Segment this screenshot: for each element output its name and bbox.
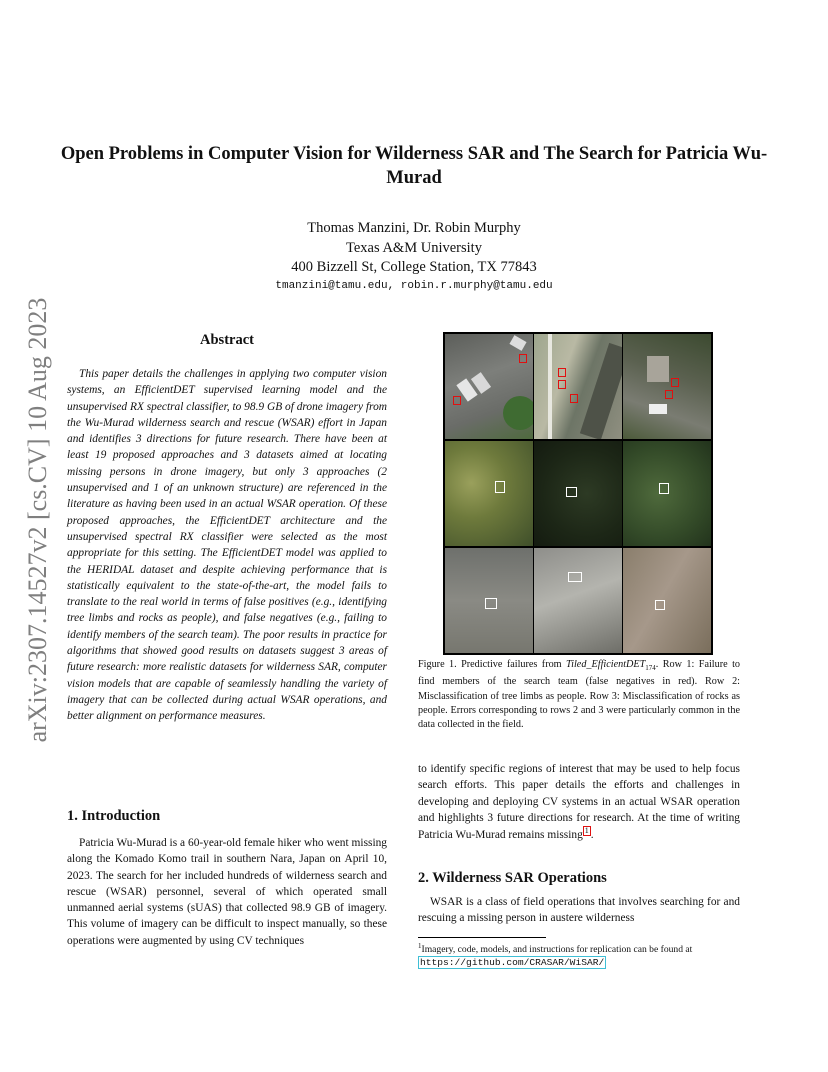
footnote-text: Imagery, code, models, and instructions for replication can be found at bbox=[421, 944, 693, 956]
footnote-divider bbox=[418, 937, 546, 938]
false-positive-box bbox=[485, 598, 497, 609]
shadow bbox=[580, 343, 622, 439]
figure-tile-r3c3 bbox=[623, 548, 711, 653]
right-paragraph-1-text: to identify specific regions of interest that may be used to help focus search efforts. This paper details the efforts and challenges in developing and deploying CV systems in an actual WSAR operation and highlights 3 future directions for research. At the time of writing Patricia Wu-Murad remains missing bbox=[418, 763, 740, 841]
false-negative-box bbox=[671, 378, 679, 387]
figure-tile-r2c3 bbox=[623, 441, 711, 546]
false-positive-box bbox=[659, 483, 669, 494]
footnote bbox=[418, 940, 748, 969]
footnote-url-link[interactable]: https://github.com/CRASAR/WiSAR/ bbox=[420, 957, 605, 969]
figure-caption bbox=[418, 658, 740, 733]
figure-tile-r3c1 bbox=[445, 548, 533, 653]
footnote-mark: 1 bbox=[418, 942, 422, 950]
false-negative-box bbox=[453, 396, 461, 405]
author-block bbox=[160, 219, 668, 278]
abstract-text: This paper details the challenges in applying two computer vision systems, an EfficientDET supervised learning model and the unsupervised RX spectral classifier, to 98.9 GB of drone imagery from the Wu-Murad wilderness search and rescue (WSAR) effort in Japan and identifies 3 directions for future research. There have been at least 19 proposed approaches and 3 datasets aimed at locating missing persons in drone imagery, but only 3 approaches (2 unsupervised and 1 of an unknown structure) are referenced in the literature as having been used in an actual WSAR operation. Of these proposed approaches, the EfficientDET architecture and the unsupervised spectral RX classifier were selected as the most appropriate for this setting. The EfficientDET model was applied to the HERIDAL dataset and despite achieving performance that is statistically equivalent to the state-of-the-art, the model fails to translate to the real world in terms of false positives (e.g., identifying tree limbs and rocks as people), and false negatives (e.g., failing to identify members of the search team). The poor results in practice for algorithms that showed good results on datasets suggest 3 areas of future research: more realistic datasets for wilderness SAR, computer vision models that are capable of seamlessly handling the variety of imagery that can be collected during actual WSAR operations, and better alignment on performance measures. bbox=[67, 368, 387, 723]
structure-roof bbox=[647, 356, 669, 382]
right-paragraph-2: WSAR is a class of field operations that involves searching for and rescuing a missing person in austere wilderness bbox=[418, 896, 740, 925]
right-paragraph-1-end: . bbox=[590, 828, 594, 841]
false-positive-box bbox=[568, 572, 582, 582]
false-positive-box bbox=[495, 481, 505, 493]
figure-tile-r3c2 bbox=[534, 548, 622, 653]
tree-canopy bbox=[503, 396, 533, 430]
caption-rest: . Row 1: Failure to find members of the search team (false negatives in red). Row 2: Misclassification of tree limbs as people. Row 3: Misclassification of rocks as people. Errors corresponding to rows 2 and 3 were particularly common in the data collected in the field. bbox=[418, 659, 740, 731]
author-affiliation: Texas A&M University bbox=[346, 239, 482, 256]
vehicle bbox=[509, 335, 526, 351]
figure-tile-r2c1 bbox=[445, 441, 533, 546]
vehicle bbox=[649, 404, 667, 414]
abstract-heading: Abstract bbox=[200, 332, 254, 348]
road-line bbox=[548, 334, 552, 439]
intro-paragraph: Patricia Wu-Murad is a 60-year-old female hiker who went missing along the Komado Komo trail in southern Nara, Japan on April 10, 2023. The search for her included hundreds of wilderness search and rescue (WSAR) personnel, several of which operated small unmanned aerial systems (sUAS) that collected 98.9 GB of imagery. This volume of imagery can be difficult to inspect manually, so these operations were augmented by using CV techniques bbox=[67, 837, 387, 947]
false-positive-box bbox=[655, 600, 665, 610]
false-positive-box bbox=[566, 487, 577, 497]
figure-tile-r1c1 bbox=[445, 334, 533, 439]
caption-prefix: Figure 1. Predictive failures from bbox=[418, 659, 567, 670]
author-names: Thomas Manzini, Dr. Robin Murphy bbox=[307, 220, 521, 236]
caption-model-name: Tiled_EfficientDET bbox=[566, 659, 646, 670]
author-address: 400 Bizzell St, College Station, TX 77843 bbox=[291, 259, 537, 275]
arxiv-stamp bbox=[18, 297, 58, 743]
false-negative-box bbox=[558, 368, 566, 377]
arxiv-stamp-text: arXiv:2307.14527v2 [cs.CV] 10 Aug 2023 bbox=[23, 297, 52, 743]
false-negative-box bbox=[519, 354, 527, 363]
figure-tile-r1c3 bbox=[623, 334, 711, 439]
right-paragraph-1 bbox=[418, 761, 740, 843]
false-negative-box bbox=[558, 380, 566, 389]
sar-heading: 2. Wilderness SAR Operations bbox=[418, 870, 607, 886]
figure-tile-r2c2 bbox=[534, 441, 622, 546]
false-negative-box bbox=[570, 394, 578, 403]
paper-title: Open Problems in Computer Vision for Wilderness SAR and The Search for Patricia Wu-Murad bbox=[60, 144, 768, 188]
figure-image-grid bbox=[443, 332, 713, 655]
false-negative-box bbox=[665, 390, 673, 399]
caption-model-sub: 174 bbox=[645, 664, 656, 673]
intro-heading: 1. Introduction bbox=[67, 808, 161, 824]
footnote-ref-link[interactable]: 1 bbox=[584, 826, 589, 836]
figure-tile-r1c2 bbox=[534, 334, 622, 439]
author-emails: tmanzini@tamu.edu, robin.r.murphy@tamu.edu bbox=[275, 280, 553, 292]
